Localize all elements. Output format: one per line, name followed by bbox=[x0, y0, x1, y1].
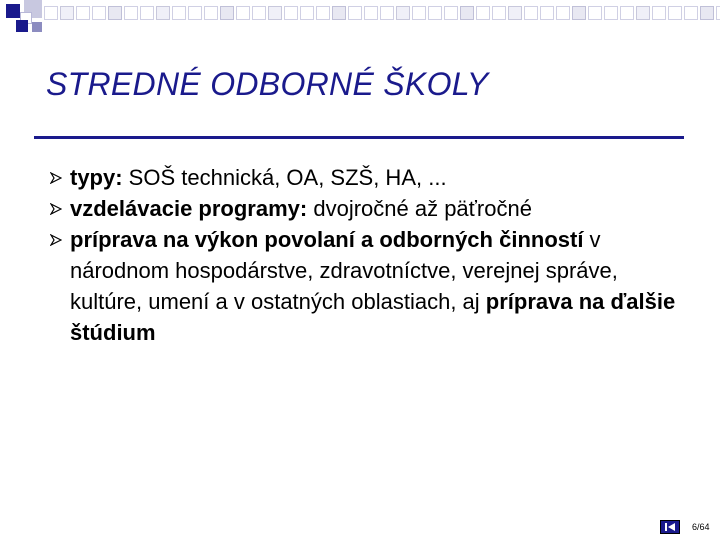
corner-decoration-square bbox=[16, 20, 28, 32]
bullet-text: v národnom hospodárstve, zdravotníctve, verejnej správe, kultúre, umení a v ostatných oblastiach, aj bbox=[70, 227, 618, 314]
arrow-bullet-icon bbox=[50, 234, 62, 246]
bullet-item bbox=[50, 224, 690, 348]
slide-title: STREDNÉ ODBORNÉ ŠKOLY bbox=[46, 66, 489, 102]
bullet-bold-text: typy: bbox=[70, 165, 123, 190]
arrow-bullet-icon bbox=[50, 172, 62, 184]
first-slide-icon[interactable] bbox=[660, 520, 680, 534]
title-underline bbox=[34, 136, 684, 139]
arrow-bullet-icon bbox=[50, 203, 62, 215]
bullet-item bbox=[50, 193, 690, 224]
corner-decoration-square bbox=[32, 22, 42, 32]
bullet-list bbox=[50, 162, 690, 348]
bullet-text: dvojročné až päťročné bbox=[307, 196, 532, 221]
page-number: 6/64 bbox=[692, 522, 710, 532]
bullet-bold-tail: príprava na ďalšie štúdium bbox=[70, 289, 676, 345]
bullet-text: SOŠ technická, OA, SZŠ, HA, ... bbox=[122, 165, 447, 190]
bullet-bold-text: príprava na výkon povolaní a odborných činností bbox=[70, 227, 584, 252]
corner-decoration-square bbox=[6, 4, 20, 18]
bullet-item bbox=[50, 162, 690, 193]
header-decoration-strip bbox=[44, 6, 720, 20]
bullet-bold-text: vzdelávacie programy: bbox=[70, 196, 308, 221]
